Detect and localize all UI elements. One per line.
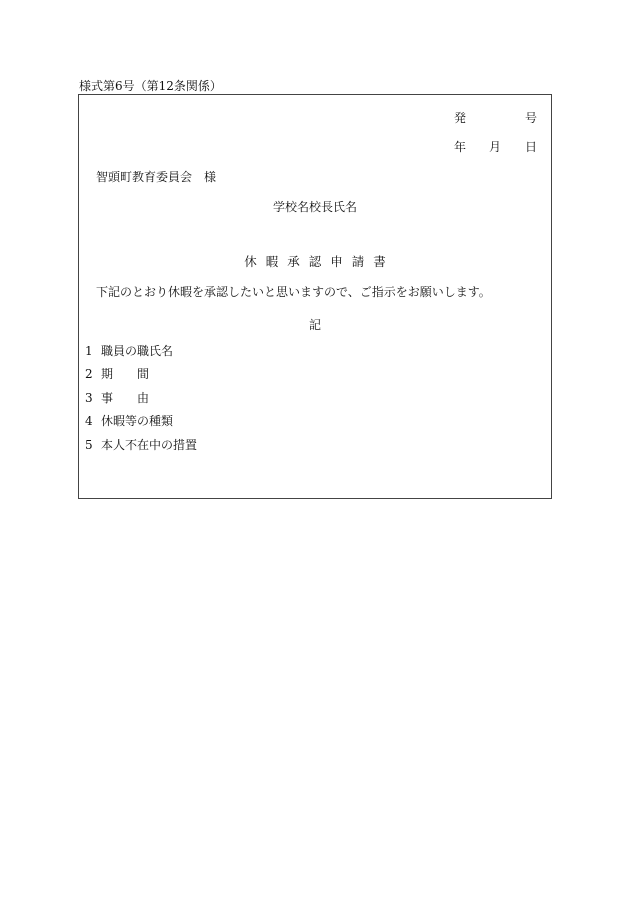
list-item [85, 391, 149, 405]
addressee: 智頭町教育委員会 様 [96, 170, 217, 184]
item-label: 事 由 [101, 391, 150, 405]
date-year: 年 [454, 140, 467, 154]
ki-heading: 記 [308, 318, 321, 332]
item-number: 4 [85, 414, 93, 428]
list-item [85, 344, 173, 358]
application-form-frame [78, 94, 552, 499]
date-day: 日 [525, 140, 538, 154]
item-label: 休暇等の種類 [101, 414, 174, 428]
list-item [85, 367, 149, 381]
list-item [85, 438, 197, 452]
item-number: 3 [85, 391, 93, 405]
sender-school-principal: 学校名校長氏名 [272, 200, 357, 214]
request-body-text: 下記のとおり休暇を承認したいと思いますので、ご指示をお願いします。 [96, 285, 491, 299]
date-month: 月 [489, 140, 502, 154]
list-item [85, 414, 173, 428]
issue-number-prefix: 発 [454, 111, 467, 125]
document-title: 休暇承認申請書 [244, 254, 395, 269]
item-label: 期 間 [101, 367, 150, 381]
item-label: 職員の職氏名 [101, 344, 174, 358]
item-number: 1 [85, 344, 93, 358]
item-label: 本人不在中の措置 [101, 438, 198, 452]
form-number-label: 様式第6号（第12条関係） [79, 79, 222, 93]
item-number: 5 [85, 438, 93, 452]
item-number: 2 [85, 367, 93, 381]
issue-number-suffix: 号 [525, 111, 538, 125]
